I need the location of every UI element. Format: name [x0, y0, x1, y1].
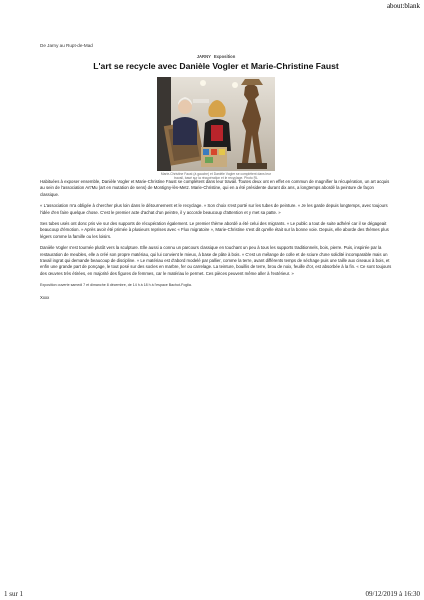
paragraph-3: Ses tubes usés ont donc pris vie sur des supports de récupération également. Le premier thème abordé a été celui des migrants. « Le public a tout de suite adhéré car il se dégageait beaucoup d'émotion. » Après avoir été primée à plusieurs reprises avec « Flux migratoire », Marie-Christine s'est dit qu'elle était sur la bonne voie. Depuis, elle aborde des thèmes plus légers comme la famille ou les loisirs.: [40, 221, 389, 239]
article-author: Xxxx: [40, 294, 50, 300]
article: [40, 43, 392, 301]
kicker-section: Exposition: [213, 54, 236, 59]
practical-info: Exposition ouverte samedi 7 et dimanche 8 décembre, de 14 h à 18 h à l'espace Bachot-Foglia.: [40, 283, 192, 288]
photo-image: [157, 77, 275, 171]
article-body: [40, 179, 392, 301]
article-photo: [157, 77, 275, 180]
photo-caption: Marie-Christine Faust (à gauche) et Danièle Vogler se complètent dans leur travail, basé sur la récupération et le recyclage. Photo RL: [160, 172, 272, 180]
kicker-place: JARNY: [196, 54, 211, 59]
article-kicker: [40, 54, 392, 59]
paragraph-2: « L'association m'a obligée à chercher plus loin dans le détournement et le recyclage. » Son choix s'est porté sur les tubes de peinture. « Je les garde depuis longtemps, avec toujours l'idée d'en faire quelque chose. C'est le premier acte d'achat d'un peintre, il y accorde beaucoup d'attention et y met sa patte. »: [40, 203, 388, 215]
browser-url: about:blank: [386, 2, 420, 10]
paragraph-4: Danièle Vogler s'est tournée plutôt vers la sculpture. Elle aussi a connu un parcours classique en touchant un peu à tous les supports traditionnels, bois, pierre. Puis, inspirée par la restauration de meubles, elle a créé son propre matériau, qui lui convient le mieux, à base de pâte à bois. « C'est un mélange de colle et de sciure d'une solidité incomparable mais un travail ingrat qui demande beaucoup de discipline. » Le matériau est d'abord modelé par pallier, comme la terre, avant différents temps de séchage puis une taille aux ciseaux à bois, et enfin une grande part de ponçage, le tout posé sur des socles en marbre, fer ou carrelage. La teinture, bouillis de terre, brou de noix, feuille d'or, est absorbée à la fin. « Ce sont toujours des œuvres très étirées, en majorité des figures de femmes, car le matériau le permet. Ces pièces peuvent même aller à l'extérieur. »: [40, 245, 392, 276]
print-datetime: 09/12/2019 à 16:30: [365, 590, 420, 598]
page-indicator: 1 sur 1: [4, 590, 24, 598]
article-source: De Jarny au Rupt-de-Mad: [40, 43, 93, 48]
article-title: L'art se recycle avec Danièle Vogler et Marie-Christine Faust: [93, 61, 339, 71]
paragraph-1: Habituées à exposer ensemble, Danièle Vogler et Marie-Christine Faust se complètent dans leur travail. Toutes deux ont en effet en commun de magnifier la récupération, un art acquis au sein de l'association Art'Mu (art en mutation de sens) de Montigny-lès-Metz. Marie-Christine, qui en a été présidente durant dix ans, a longtemps abordé la peinture de façon classique.: [40, 179, 390, 197]
